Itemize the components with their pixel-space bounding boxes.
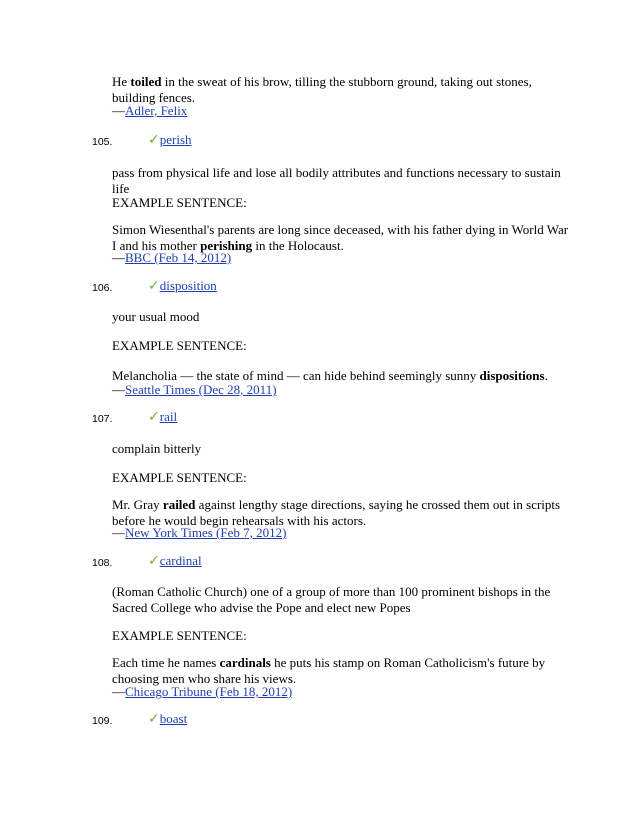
highlighted-word: cardinals xyxy=(219,655,271,670)
definition: pass from physical life and lose all bodily attributes and functions necessary to sustain life xyxy=(112,165,561,196)
check-icon: ✓ xyxy=(148,711,160,727)
entry-number: 106. xyxy=(92,282,113,294)
example-label: EXAMPLE SENTENCE: xyxy=(112,338,247,353)
source-link[interactable]: Seattle Times (Dec 28, 2011) xyxy=(125,382,277,397)
sentence-source: —Adler, Felix xyxy=(112,103,188,118)
example-sentence xyxy=(112,74,572,105)
entry-number: 108. xyxy=(92,557,113,569)
definition: your usual mood xyxy=(112,309,200,324)
highlighted-word: railed xyxy=(162,497,196,512)
check-icon: ✓ xyxy=(148,409,160,425)
word-link[interactable]: cardinal xyxy=(159,553,202,568)
vocab-word xyxy=(148,553,202,569)
word-link[interactable]: rail xyxy=(159,409,178,424)
source-link[interactable]: Adler, Felix xyxy=(125,103,188,118)
example-sentence: Mr. Gray railed against lengthy stage directions, saying he crossed them out in scripts before he would begin rehearsals with his actors. xyxy=(112,497,561,528)
vocab-word xyxy=(148,409,177,425)
example-sentence: Melancholia — the state of mind — can hide behind seemingly sunny dispositions. xyxy=(112,368,548,383)
example-label: EXAMPLE SENTENCE: xyxy=(112,195,247,210)
example-sentence: Each time he names cardinals he puts his stamp on Roman Catholicism's future by choosing men who share his views. xyxy=(112,655,546,686)
sentence-source: —Seattle Times (Dec 28, 2011) xyxy=(112,382,277,397)
highlighted-word: toiled xyxy=(130,74,162,89)
sentence-source: —BBC (Feb 14, 2012) xyxy=(112,250,232,265)
entry-number: 109. xyxy=(92,715,113,727)
vocab-word xyxy=(148,132,192,148)
highlighted-word: dispositions xyxy=(479,368,545,383)
sentence-source: —Chicago Tribune (Feb 18, 2012) xyxy=(112,684,293,699)
source-link[interactable]: New York Times (Feb 7, 2012) xyxy=(125,525,287,540)
vocab-word xyxy=(148,711,187,727)
sentence-source: —New York Times (Feb 7, 2012) xyxy=(112,525,287,540)
definition: complain bitterly xyxy=(112,441,202,456)
check-icon: ✓ xyxy=(148,278,160,294)
entry-number: 107. xyxy=(92,413,113,425)
example-sentence: Simon Wiesenthal's parents are long since deceased, with his father dying in World War I and his mother perishing in the Holocaust. xyxy=(112,222,569,253)
entry-number: 105. xyxy=(92,136,113,148)
sentence-text: He xyxy=(112,74,131,89)
definition: (Roman Catholic Church) one of a group of more than 100 prominent bishops in the Sacred College who advise the Pope and elect new Popes xyxy=(112,584,551,615)
source-link[interactable]: BBC (Feb 14, 2012) xyxy=(125,250,232,265)
check-icon: ✓ xyxy=(148,132,160,148)
example-label: EXAMPLE SENTENCE: xyxy=(112,628,247,643)
vocab-word xyxy=(148,278,217,294)
word-link[interactable]: boast xyxy=(159,711,188,726)
source-link[interactable]: Chicago Tribune (Feb 18, 2012) xyxy=(125,684,293,699)
word-link[interactable]: perish xyxy=(159,132,192,147)
sentence-text: in the sweat of his brow, tilling the stubborn ground, taking out stones, building fences. xyxy=(112,74,532,105)
check-icon: ✓ xyxy=(148,553,160,569)
example-label: EXAMPLE SENTENCE: xyxy=(112,470,247,485)
highlighted-word: perishing xyxy=(200,237,253,253)
word-link[interactable]: disposition xyxy=(159,278,217,293)
